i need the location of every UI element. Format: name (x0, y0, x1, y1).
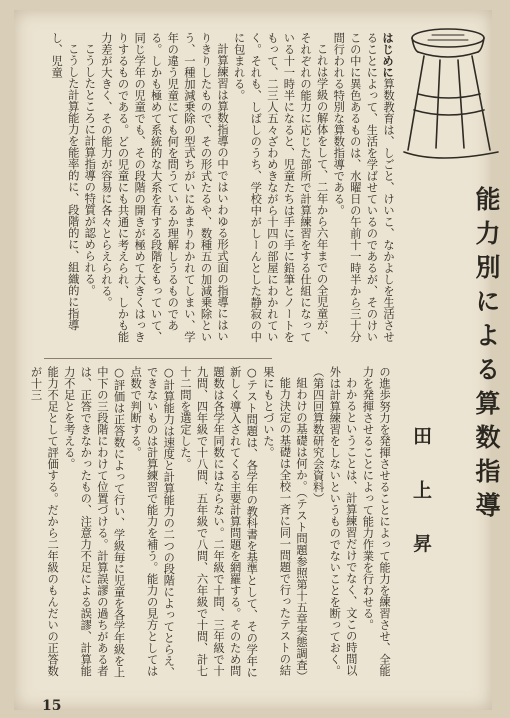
upper-paragraph-4: こうしたところに計算指導の特質が認められる。 (83, 43, 97, 297)
book-page (14, 10, 501, 714)
lower-paragraph-6: ○計算能力は速度と計算能力の二つの段階によってとらえ、できないものは計算練習で能力を補う。能力の見方としては点数で判断する。 (129, 366, 176, 679)
lower-text-column (29, 366, 392, 686)
upper-paragraph-5: こうした計算能力を能率的に、段階的に、組織的に指導し、児童 (50, 32, 80, 331)
upper-paragraph-3: 計算練習は算数指導の中ではいわゆる形式面の指導にはいりきりしたもので、その形式たるや、数種五の加減乗除という、一種加減乗除の型式ちがいにあまりわかれてしまい、学年の違う児童にても何を問うているか理解しうるものである。しかも極めて系統的な大系を有する段階をもっていて、同じ学年の児童でも、その段階の開きが極めて大きくはっきりするものである。どの児童にも共通に考えられ、しかも能力差が大きく、その能力が容易に各々とらえられる。 (99, 32, 230, 343)
lower-paragraph-7: ○評価は正答数によって行い、学級毎に児童を各学年級を上中下の三段階にわけて位置づける。計算誤謬の過ちがある者は、正答できなかったもの、注意力不足による誤謬、計算能力不足とを考える。 (62, 366, 126, 679)
column-divider (44, 358, 272, 359)
lower-paragraph-3: 組わけの基礎は何か。（テスト問題参照第十五章実態調査） (295, 377, 309, 683)
upper-paragraph-2: これは学級の解体をして、二年から六年までの全児童が、それぞれの能力に応じた部所で計算練習をする仕組になっている十一時半になると、児童たちは手に手に鉛筆とノートをもって、二三人五々ざわめきながら十四の部屋にわかれていく。それも、しばしのうち、学校中がしーんとした静寂の中に包まれる。 (232, 32, 329, 343)
article-title: 能力別による算数指導 (472, 186, 501, 526)
lower-paragraph-2: わかるということは、計算練習だけでなく、文この時間以外は計算練習をしないというものでないことを断っておく。（第四回算数研究会資料） (311, 366, 358, 677)
upper-text-column (44, 32, 396, 350)
article-author: 田 上 昇 (410, 426, 432, 567)
lower-paragraph-1: の進歩努力を発揮させることによって能力を練習させ、全能力を発揮させることによって能力作業を行わせる。 (361, 366, 391, 677)
lower-paragraph-8: 能力不足として評価する。だから二年級のもんだいの正答数が十三 (29, 366, 60, 677)
stool-illustration (398, 20, 510, 166)
lower-paragraph-5: ○テスト問題は、各学年の教科書を基準として、その学年に新しく導入されてくる主要計算問題を網羅する。そのため問題数は各学年同数にはならない。二年級で十問、三年級で十九問、四年級で十八問、五年級で八問、六年級で十問、計七十二問を選定した。 (178, 366, 259, 679)
intro-lead: はじめに (381, 32, 395, 78)
page-number: 15 (42, 698, 62, 714)
lower-paragraph-4: 能力決定の基礎は全校一斉に同一問題で行ったテストの結果にもとづいた。 (261, 366, 292, 677)
upper-paragraph-1: 算数教育は、しごと、けいこ、なかよしを生活させることによって、生活を学ばせているのであるが、そのけいこの中に異色あるものは、水曜日の午前十一時半から三十分間行われる特別な算数指導である。 (332, 32, 395, 343)
